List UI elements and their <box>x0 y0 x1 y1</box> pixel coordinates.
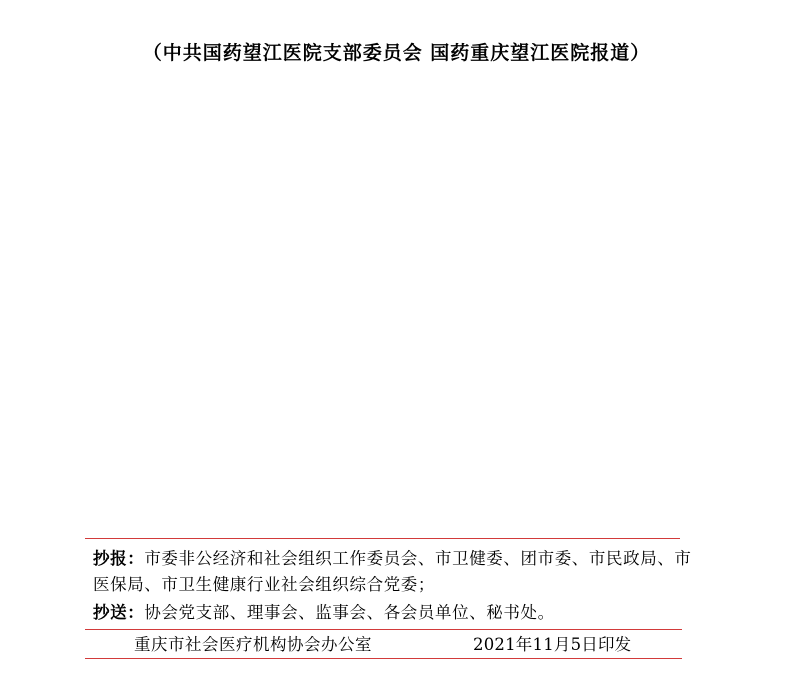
bottom-red-rule <box>85 658 682 659</box>
top-red-rule <box>85 538 680 539</box>
cc-report-recipients: 市委非公经济和社会组织工作委员会、市卫健委、团市委、市民政局、市医保局、市卫生健康行业社会组织综合党委； <box>93 549 692 594</box>
cc-report-block <box>93 546 693 598</box>
issue-date: 2021年11月5日印发 <box>473 635 632 654</box>
news-source-line: （中共国药望江医院支部委员会 国药重庆望江医院报道） <box>142 42 651 64</box>
issuer-name: 重庆市社会医疗机构协会办公室 <box>134 635 372 654</box>
cc-send-recipients: 协会党支部、理事会、监事会、各会员单位、秘书处。 <box>144 603 555 622</box>
cc-report-label: 抄报： <box>93 549 145 568</box>
issue-footer <box>0 632 793 658</box>
cc-send-block <box>93 600 693 626</box>
middle-red-rule <box>85 629 682 630</box>
cc-send-label: 抄送： <box>93 603 145 622</box>
